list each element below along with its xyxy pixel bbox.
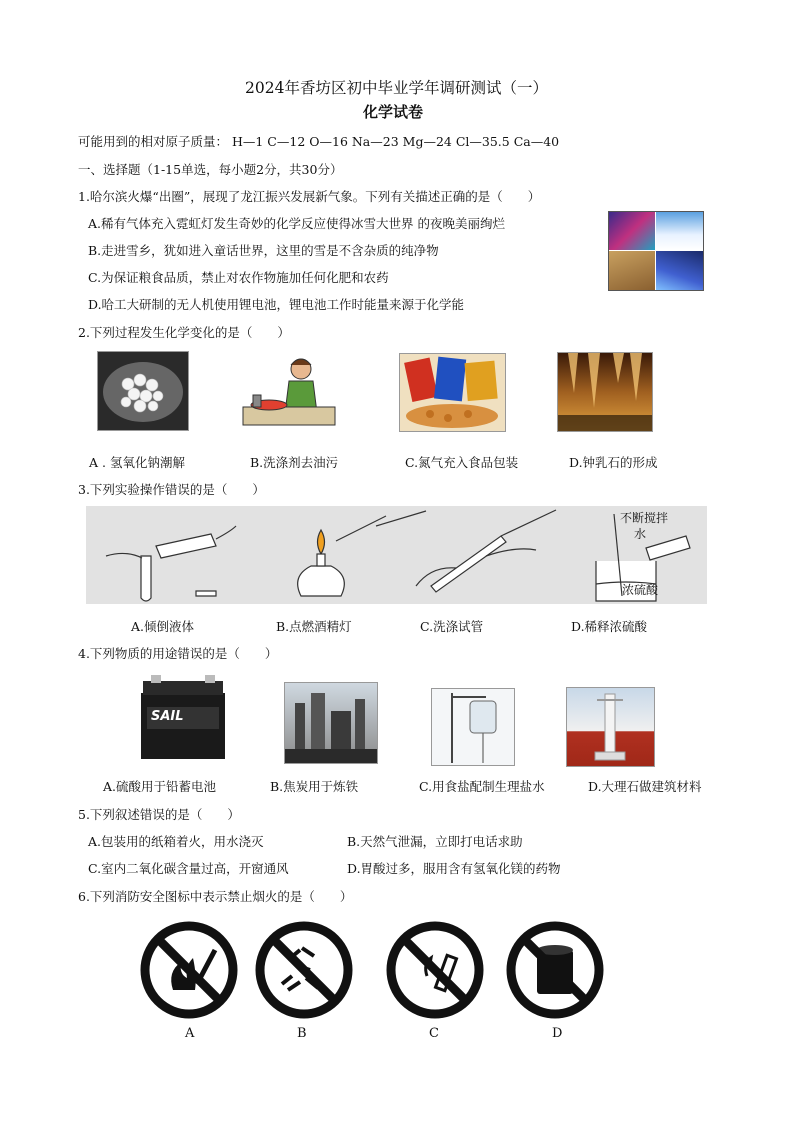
q2-option-b: B.洗涤剂去油污 — [250, 455, 339, 470]
lab-operations-panel — [86, 506, 707, 604]
q3-option-c: C.洗涤试管 — [420, 619, 484, 634]
q2-option-c: C.氮气充入食品包装 — [405, 455, 519, 470]
q4-option-a: A.硫酸用于铅蓄电池 — [103, 779, 217, 794]
food-packaging-photo — [399, 353, 506, 432]
exam-subtitle: 化学试卷 — [363, 103, 424, 121]
washing-dishes-illustration — [239, 351, 339, 431]
no-burning-icon — [137, 920, 242, 1020]
q1-stem: 1.哈尔滨火爆“出圈”，展现了龙江振兴发展新气象。下列有关描述正确的是（ ） — [78, 189, 541, 204]
q5-option-c: C.室内二氧化碳含量过高，开窗通风 — [88, 861, 289, 876]
q4-option-b: B.焦炭用于炼铁 — [270, 779, 359, 794]
q6-stem: 6.下列消防安全图标中表示禁止烟火的是（ ） — [78, 889, 353, 904]
ironworks-photo — [284, 682, 378, 764]
sodium-hydroxide-photo — [97, 351, 189, 431]
exam-title: 2024年香坊区初中毕业学年调研测试（一） — [245, 79, 548, 97]
no-smoking-icon — [383, 920, 488, 1020]
q6-label-b: B — [297, 1026, 307, 1041]
battery-brand: SAIL — [151, 709, 184, 724]
q5-option-b: B.天然气泄漏，立即打电话求助 — [347, 834, 523, 849]
saline-drip-photo — [431, 688, 515, 766]
q4-option-c: C.用食盐配制生理盐水 — [419, 779, 545, 794]
q3-option-b: B.点燃酒精灯 — [276, 619, 352, 634]
acid-label: 浓硫酸 — [622, 583, 659, 597]
q3-option-a: A.倾倒液体 — [131, 619, 195, 634]
q6-label-a: A — [185, 1026, 195, 1041]
q1-photo-collage — [608, 211, 704, 291]
stir-label: 不断搅拌 — [620, 511, 669, 525]
atomic-masses: 可能用到的相对原子质量： H—1 C—12 O—16 Na—23 Mg—24 Cl—35.5 Ca—40 — [78, 134, 560, 149]
q3-stem: 3.下列实验操作错误的是（ ） — [78, 482, 265, 497]
q1-option-b: B.走进雪乡，犹如进入童话世界，这里的雪是不含杂质的纯净物 — [88, 243, 439, 258]
stalactite-photo — [557, 352, 653, 432]
q6-label-c: C — [429, 1026, 439, 1041]
lead-battery-image — [135, 673, 230, 763]
q1-option-c: C.为保证粮食品质，禁止对农作物施加任何化肥和农药 — [88, 270, 389, 285]
q6-label-d: D — [552, 1026, 563, 1041]
no-storage-icon — [503, 920, 608, 1020]
q5-stem: 5.下列叙述错误的是（ ） — [78, 807, 240, 822]
q1-option-a: A.稀有气体充入霓虹灯发生奇妙的化学反应使得冰雪大世界 的夜晚美丽绚烂 — [88, 216, 505, 231]
q4-stem: 4.下列物质的用途错误的是（ ） — [78, 646, 278, 661]
marble-pillar-photo — [566, 687, 655, 767]
q2-option-d: D.钟乳石的形成 — [569, 455, 658, 470]
q2-option-a: A . 氢氧化钠潮解 — [89, 455, 185, 470]
q2-stem: 2.下列过程发生化学变化的是（ ） — [78, 325, 290, 340]
q1-option-d: D.哈工大研制的无人机使用锂电池，锂电池工作时能量来源于化学能 — [88, 297, 465, 312]
q4-option-d: D.大理石做建筑材料 — [588, 779, 702, 794]
water-label: 水 — [634, 527, 647, 541]
no-fireworks-icon — [252, 920, 357, 1020]
q5-option-a: A.包装用的纸箱着火，用水浇灭 — [88, 834, 264, 849]
q5-option-d: D.胃酸过多，服用含有氢氧化镁的药物 — [347, 861, 561, 876]
section-heading: 一、选择题（1-15单选，每小题2分，共30分） — [78, 162, 343, 177]
q3-option-d: D.稀释浓硫酸 — [571, 619, 648, 634]
